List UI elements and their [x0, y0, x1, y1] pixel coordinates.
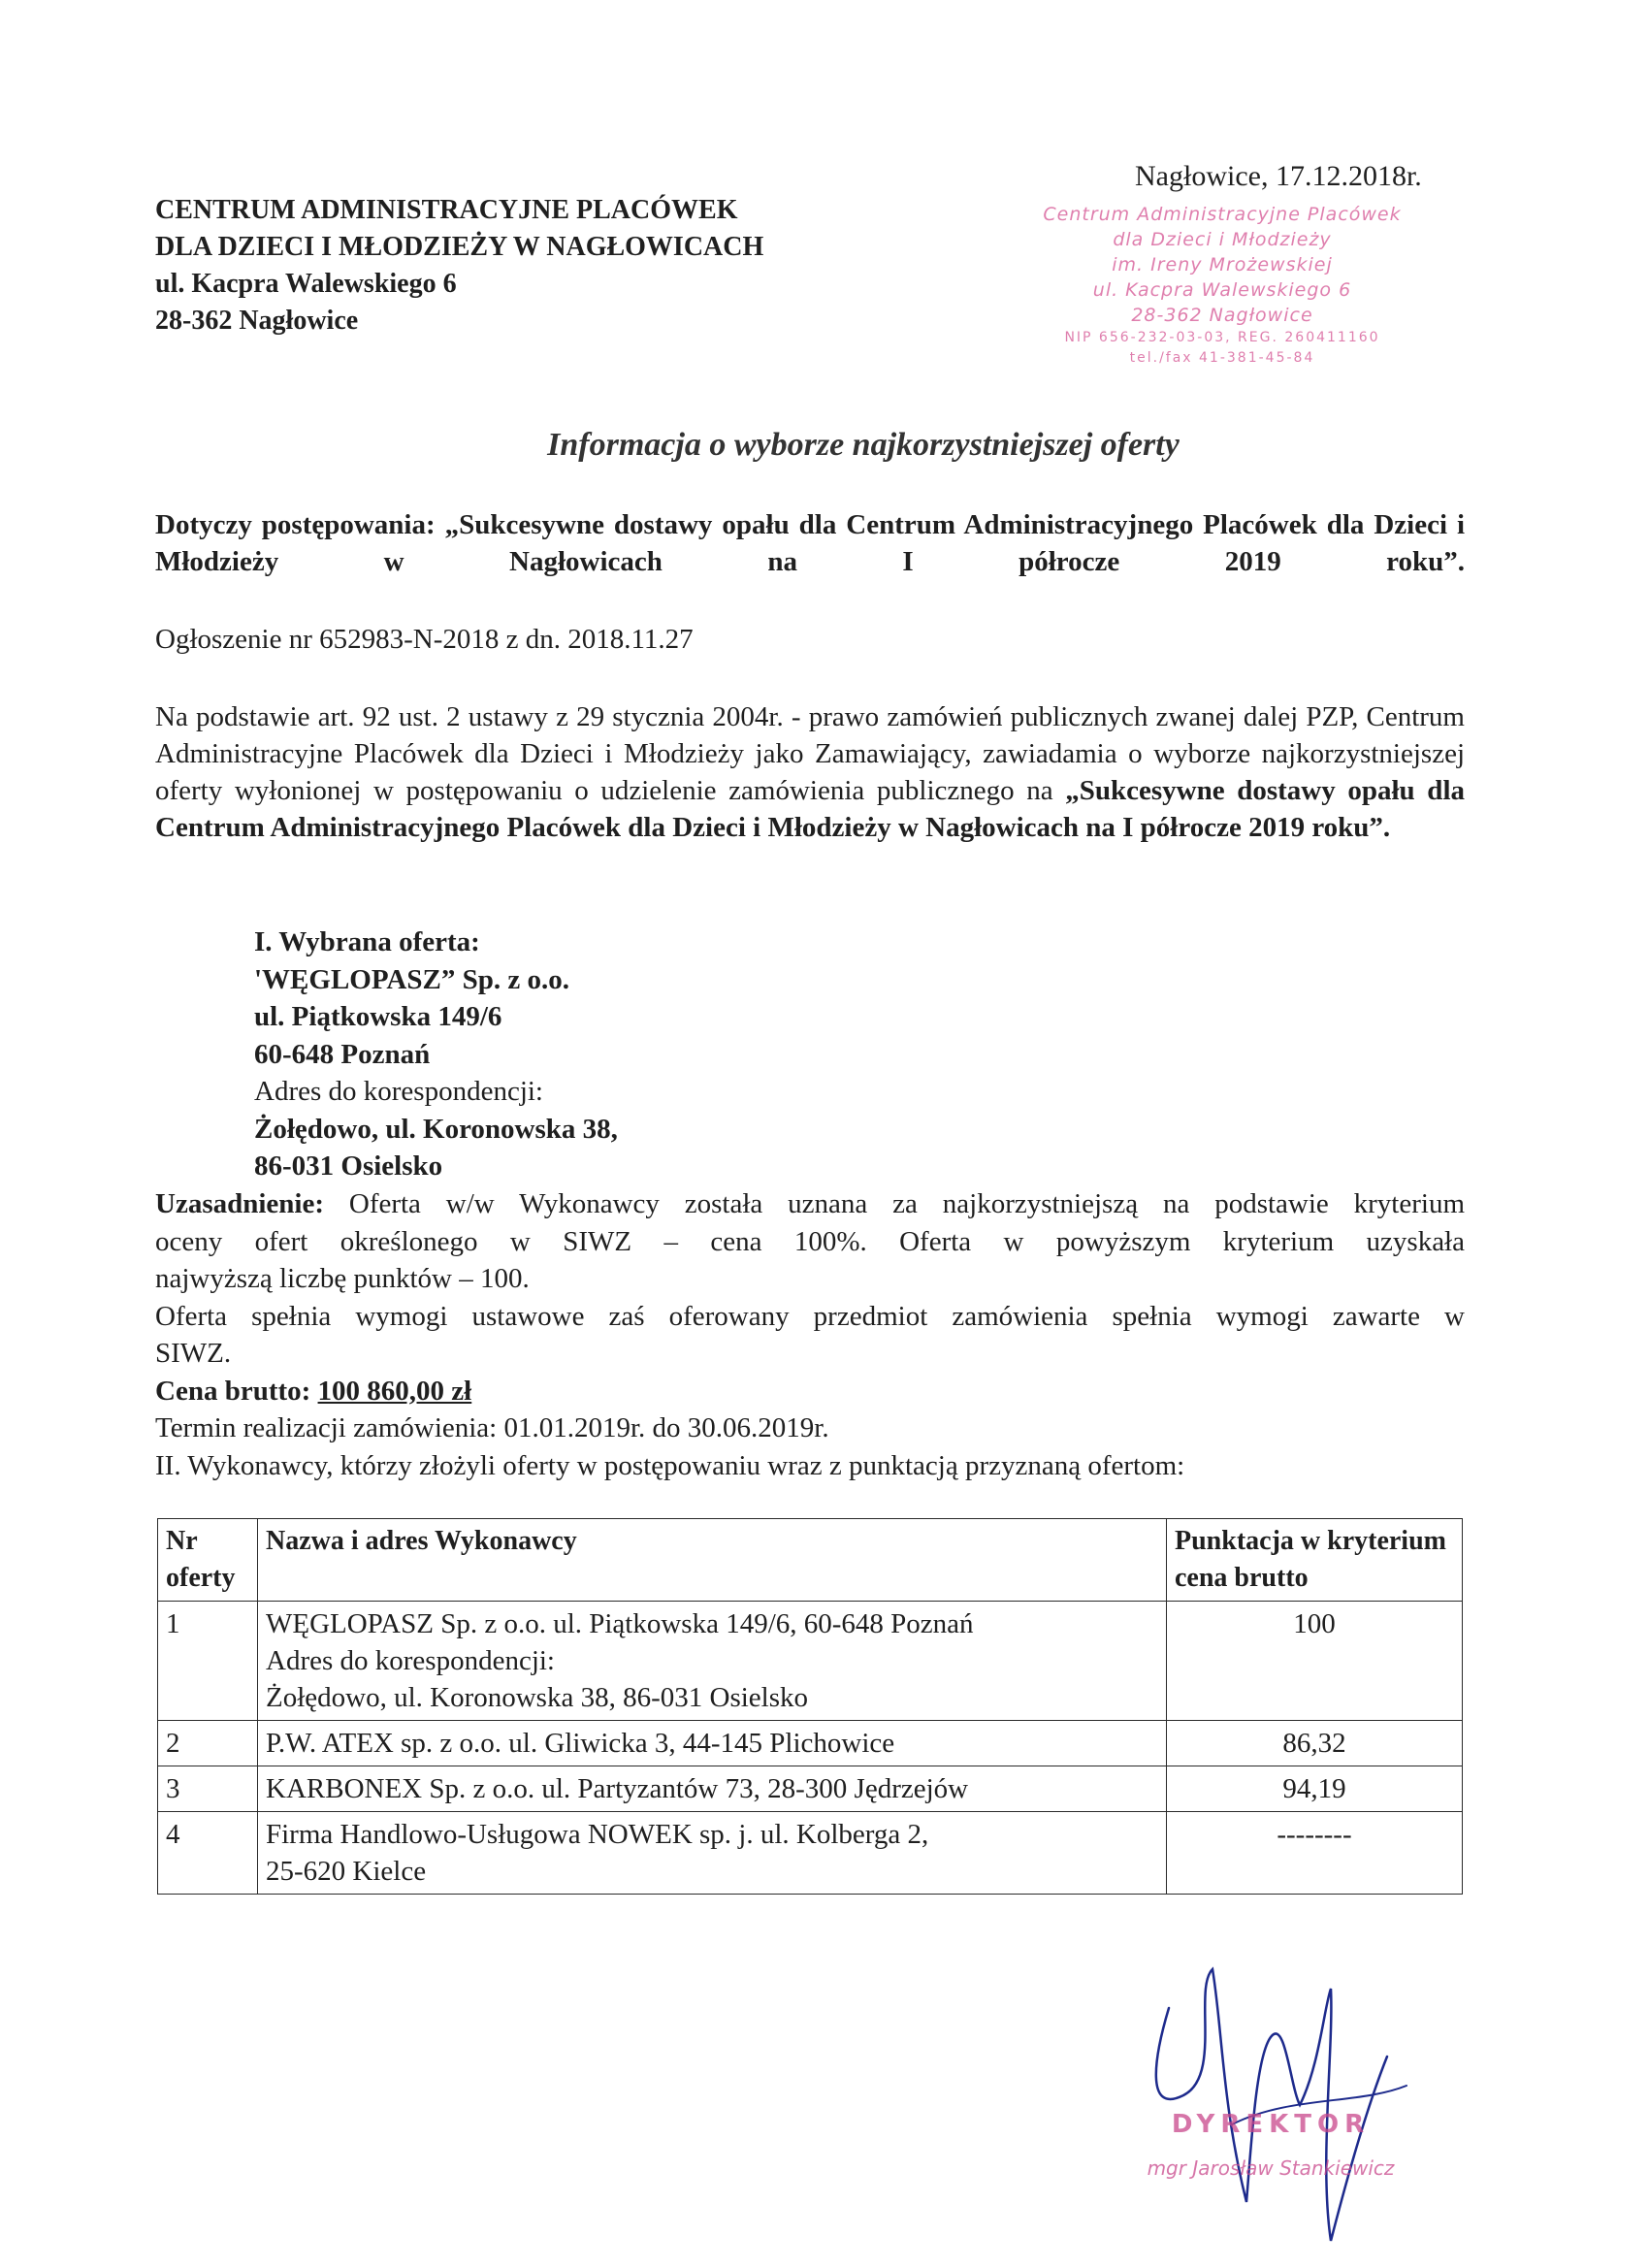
sender-address-block: [155, 192, 763, 340]
contractor-line: Żołędowo, ul. Koronowska 38, 86-031 Osielsko: [266, 1682, 809, 1713]
offer-number: 1: [158, 1602, 258, 1721]
offer-score: 100: [1167, 1602, 1463, 1721]
contractor-cell: [258, 1721, 1167, 1766]
price-label: Cena brutto:: [155, 1375, 311, 1407]
place-date: Nagłowice, 17.12.2018r.: [1135, 160, 1422, 192]
offer-number: 2: [158, 1721, 258, 1766]
section-two-heading: II. Wykonawcy, którzy złożyli oferty w postępowaniu wraz z punktacją przyznaną ofertom:: [155, 1449, 1185, 1481]
director-title: DYREKTOR: [1171, 2110, 1371, 2139]
justification-line: oceny ofert określonego w SIWZ – cena 100%. Oferta w powyższym kryterium uzyskała: [155, 1225, 1465, 1257]
price-line: [155, 1373, 1465, 1410]
stamp-line: dla Dzieci i Młodzieży: [1113, 229, 1332, 250]
correspondence-city: 86-031 Osielsko: [254, 1150, 443, 1182]
justification-label: Uzasadnienie:: [155, 1188, 324, 1219]
document-title: Informacja o wyborze najkorzystniejszej oferty: [547, 427, 1180, 463]
director-name: mgr Jarosław Stankiewicz: [1147, 2156, 1395, 2180]
table-row: [158, 1766, 1463, 1812]
concerns-label: Dotyczy postępowania:: [155, 509, 436, 540]
justification-text: Oferta w/w Wykonawcy została uznana za najkorzystniejszą na podstawie kryterium: [348, 1188, 1466, 1219]
justification-line: Oferta spełnia wymogi ustawowe zaś oferowany przedmiot zamówienia spełnia wymogi zawarte w: [155, 1300, 1465, 1332]
selected-offer-street: ul. Piątkowska 149/6: [254, 1001, 502, 1032]
selected-offer-city: 60-648 Poznań: [254, 1038, 431, 1070]
contractor-cell: [258, 1766, 1167, 1812]
sender-line: 28-362 Nagłowice: [155, 306, 359, 336]
selected-offer-heading: I. Wybrana oferta:: [254, 926, 480, 957]
justification-block: [155, 1185, 1465, 1484]
selected-offer-block: [254, 923, 618, 1185]
handwritten-signature: [1077, 1950, 1504, 2251]
selected-offer-name: 'WĘGLOPASZ” Sp. z o.o.: [254, 963, 569, 995]
term-line: Termin realizacji zamówienia: 01.01.2019r. do 30.06.2019r.: [155, 1412, 829, 1443]
concerns-text: „Sukcesywne dostawy opału dla Centrum Administracyjnego Placówek dla Dzieci i Młodzieży w Nagłowicach na I półrocze 2019 roku”.: [155, 509, 1466, 577]
contractor-line: 25-620 Kielce: [266, 1856, 427, 1887]
justification-line: SIWZ.: [155, 1338, 232, 1369]
table-row: [158, 1812, 1463, 1895]
justification-line: najwyższą liczbę punktów – 100.: [155, 1263, 530, 1294]
sender-line: DLA DZIECI I MŁODZIEŻY W NAGŁOWICACH: [155, 232, 764, 262]
contractor-line: P.W. ATEX sp. z o.o. ul. Gliwicka 3, 44-145 Plichowice: [266, 1728, 895, 1759]
basis-paragraph: [155, 698, 1465, 846]
contractor-cell: [258, 1602, 1167, 1721]
sender-line: CENTRUM ADMINISTRACYJNE PLACÓWEK: [155, 195, 738, 225]
price-value: 100 860,00 zł: [317, 1375, 472, 1407]
table-row: [158, 1721, 1463, 1766]
header-contractor: Nazwa i adres Wykonawcy: [258, 1519, 1167, 1602]
correspondence-label: Adres do korespondencji:: [254, 1076, 543, 1107]
stamp-line: tel./fax 41-381-45-84: [1129, 350, 1315, 366]
header-offer-number: Nr oferty: [158, 1519, 258, 1602]
stamp-line: Centrum Administracyjne Placówek: [1043, 204, 1402, 225]
sender-line: ul. Kacpra Walewskiego 6: [155, 269, 457, 299]
contractor-cell: [258, 1812, 1167, 1895]
bids-table: [157, 1518, 1463, 1895]
stamp-line: ul. Kacpra Walewskiego 6: [1092, 279, 1352, 301]
institution-stamp: [989, 202, 1455, 369]
basis-bold-tail: „Sukcesywne dostawy opału dla Centrum Administracyjnego Placówek dla Dzieci i Młodzieży w Nagłowicach na I półrocze 2019 roku”.: [155, 775, 1465, 843]
director-stamp: [1125, 2110, 1416, 2180]
stamp-line: NIP 656-232-03-03, REG. 260411160: [1064, 330, 1380, 345]
notice-line: Ogłoszenie nr 652983-N-2018 z dn. 2018.11.27: [155, 624, 694, 655]
table-header-row: [158, 1519, 1463, 1602]
offer-number: 4: [158, 1812, 258, 1895]
contractor-line: WĘGLOPASZ Sp. z o.o. ul. Piątkowska 149/6, 60-648 Poznań: [266, 1608, 974, 1639]
stamp-line: 28-362 Nagłowice: [1131, 305, 1313, 326]
concerns-paragraph: [155, 506, 1465, 580]
offer-score: 94,19: [1167, 1766, 1463, 1812]
justification-line: [155, 1185, 1465, 1223]
header-score: Punktacja w kryterium cena brutto: [1167, 1519, 1463, 1602]
offer-score: 86,32: [1167, 1721, 1463, 1766]
table-row: [158, 1602, 1463, 1721]
stamp-line: im. Ireny Mrożewskiej: [1112, 254, 1333, 275]
offer-score: --------: [1167, 1812, 1463, 1895]
contractor-line: Adres do korespondencji:: [266, 1645, 555, 1676]
offer-number: 3: [158, 1766, 258, 1812]
contractor-line: KARBONEX Sp. z o.o. ul. Partyzantów 73, 28-300 Jędrzejów: [266, 1773, 969, 1804]
correspondence-street: Żołędowo, ul. Koronowska 38,: [254, 1113, 618, 1145]
basis-text: Na podstawie art. 92 ust. 2 ustawy z 29 stycznia 2004r. - prawo zamówień publicznych zwanej dalej PZP, Centrum Administracyjne Placówek dla Dzieci i Młodzieży jako Zamawiający, zawiadamia o wyborze najkorzystniejszej oferty wyłonionej w postępowaniu o udzielenie zamówienia publicznego na: [155, 701, 1465, 806]
contractor-line: Firma Handlowo-Usługowa NOWEK sp. j. ul. Kolberga 2,: [266, 1819, 929, 1850]
